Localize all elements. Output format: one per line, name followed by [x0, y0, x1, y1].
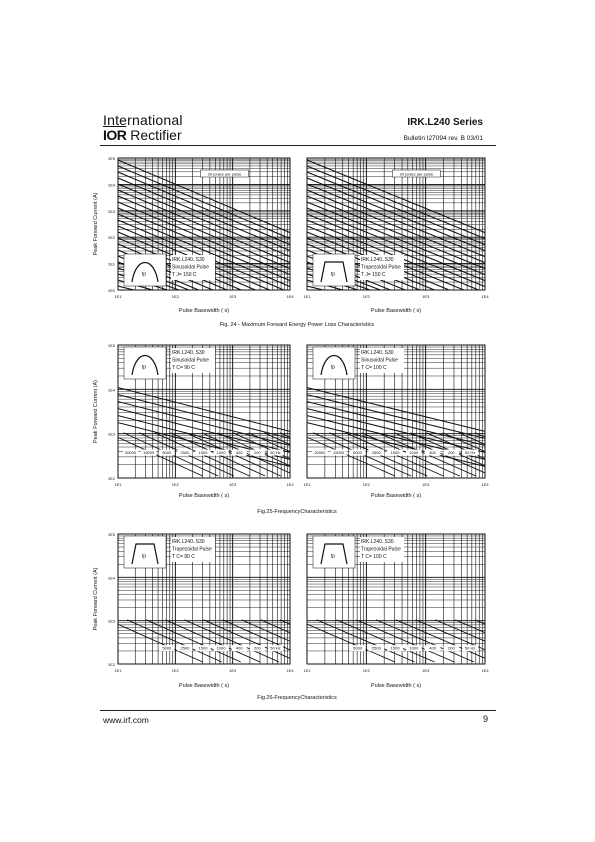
figure-24: [93, 156, 489, 330]
x-tick-label: 1E2: [171, 482, 179, 487]
x-axis-label: Pulse Basewidth ( s): [178, 683, 230, 689]
y-tick-label: 1E0: [107, 288, 115, 293]
tp-label: tp: [141, 553, 147, 560]
x-tick-label: 1E4: [481, 668, 489, 673]
freq-label: 2500: [180, 645, 190, 651]
x-tick-label: 1E1: [303, 482, 311, 487]
figure-caption: Fig.26-FrequencyCharacteristics: [257, 695, 337, 701]
x-tick-label: 1E1: [114, 482, 122, 487]
legend-line: IRK.L240..S30: [361, 539, 394, 545]
freq-label: 2500: [371, 645, 381, 651]
freq-label: 1500: [198, 645, 208, 651]
freq-label: 5000: [162, 450, 172, 456]
x-tick-label: 1E2: [171, 294, 179, 299]
freq-label: 20000: [124, 450, 137, 456]
y-axis-label: Peak Forward Current (A): [93, 192, 99, 256]
tp-label: tp: [330, 364, 336, 371]
freq-label: 1500: [198, 450, 208, 456]
x-axis-label: Pulse Basewidth ( s): [178, 493, 230, 499]
y-tick-label: 1E2: [107, 476, 115, 481]
logo-mark: $\overline{IOR}$: [103, 127, 127, 143]
freq-label: 200: [254, 645, 261, 651]
frequency-curve: [475, 620, 573, 662]
y-tick-label: 1E5: [107, 156, 115, 161]
fig24-panel-2: [303, 158, 489, 330]
x-tick-label: 1E3: [422, 294, 430, 299]
x-tick-label: 1E4: [286, 482, 294, 487]
x-tick-label: 1E3: [229, 668, 237, 673]
y-tick-label: 1E3: [107, 618, 115, 624]
legend-line: T C= 90 C: [172, 365, 195, 371]
freq-label: 200: [448, 645, 455, 651]
freq-label: 1000: [216, 645, 226, 651]
freq-label: 400: [429, 645, 436, 651]
fig25-panel-2: [297, 345, 589, 499]
freq-label: 400: [235, 645, 243, 651]
frequency-curve: [475, 433, 573, 476]
x-tick-label: 1E2: [362, 294, 370, 299]
x-axis-label: Pulse Basewidth ( s): [370, 308, 422, 314]
legend-line: Sinusoidal Pulse: [361, 357, 398, 364]
freq-label: 50 Hz: [464, 450, 476, 456]
x-tick-label: 1E3: [422, 482, 430, 487]
freq-label: 400: [235, 450, 243, 456]
page-number: 9: [483, 714, 489, 724]
y-axis-label: Peak Forward Current (A): [93, 380, 99, 443]
legend-line: IRK.L240..S30: [361, 350, 394, 356]
tp-label: tp: [330, 271, 336, 278]
freq-label: 400: [429, 450, 436, 456]
x-axis-label: Pulse Basewidth ( s): [370, 683, 422, 689]
freq-label: 200: [447, 450, 455, 456]
frequency-curve: [495, 620, 593, 662]
freq-label: 50 Hz: [270, 450, 281, 456]
x-tick-label: 1E1: [303, 668, 311, 673]
x-tick-label: 1E3: [229, 482, 237, 487]
x-tick-label: 1E2: [362, 482, 370, 487]
legend-line: IRK.L240..S30: [172, 539, 205, 545]
tp-label: tp: [141, 271, 147, 278]
x-axis-label: Pulse Basewidth ( s): [178, 308, 230, 314]
legend-line: Trapezoidal Pulse: [172, 546, 212, 553]
legend-line: T C= 100 C: [361, 365, 387, 371]
legend-line: T C= 100 C: [361, 554, 387, 560]
freq-label: 1000: [409, 450, 419, 456]
y-tick-label: 1E4: [107, 575, 115, 581]
x-tick-label: 1E4: [286, 668, 294, 673]
x-axis-label: Pulse Basewidth ( s): [370, 493, 422, 499]
y-tick-label: 1E5: [107, 532, 115, 537]
tp-label: tp: [330, 553, 336, 560]
freq-label: 2500: [180, 450, 190, 456]
x-tick-label: 1E1: [303, 294, 311, 299]
x-tick-label: 1E1: [114, 294, 122, 299]
freq-label: 20000: [314, 450, 326, 456]
x-tick-label: 1E3: [229, 294, 237, 299]
legend-line: Sinusoidal Pulse: [172, 357, 209, 364]
x-tick-label: 1E4: [286, 294, 294, 299]
legend-line: Trapezoidal Pulse: [361, 264, 401, 271]
legend-line: Sinusoidal Pulse: [172, 264, 209, 271]
fig24-panel-1: [108, 156, 294, 330]
figure-caption: Fig. 24 - Maximum Forward Energy Power Loss Characteristics: [219, 322, 375, 328]
freq-label: 50 Hz: [270, 645, 281, 651]
fig26-panel-2: [297, 534, 593, 689]
x-tick-label: 1E3: [422, 668, 430, 673]
x-tick-label: 1E2: [362, 668, 370, 673]
freq-label: 15000: [143, 450, 155, 456]
freq-label: 5000: [162, 645, 172, 651]
freq-label: 5000: [353, 645, 363, 651]
legend-line: T J= 150 C: [172, 272, 197, 278]
frequency-curve: [491, 433, 589, 476]
freq-label: 15000: [333, 450, 345, 456]
freq-label: 1000: [409, 645, 419, 651]
y-axis-label: Peak Forward Current (A): [93, 567, 99, 631]
footer-rule: [100, 710, 496, 711]
x-tick-label: 1E1: [114, 668, 122, 673]
freq-label: 200: [253, 450, 261, 456]
figure-26: [93, 532, 593, 701]
logo-rectifier-text: Rectifier: [130, 127, 182, 143]
legend-line: T C= 90 C: [172, 554, 195, 560]
tp-label: tp: [141, 364, 147, 371]
freq-label: 1500: [390, 450, 400, 456]
figure-caption: Fig.25-FrequencyCharacteristics: [257, 509, 337, 515]
legend-line: IRK.L240..S30: [172, 257, 205, 263]
series-title: IRK.L240 Series: [407, 117, 483, 128]
y-tick-label: 1E1: [107, 261, 115, 267]
y-tick-label: 1E3: [107, 208, 115, 214]
freq-label: 50 Hz: [464, 645, 476, 651]
y-tick-label: 1E4: [107, 182, 115, 188]
x-tick-label: 1E4: [481, 482, 489, 487]
bulletin-info: Bulletin I27094 rev. B 03/01: [403, 135, 483, 142]
y-tick-label: 1E4: [107, 387, 115, 393]
footer-url[interactable]: www.irf.com: [103, 715, 149, 725]
freq-label: 1500: [390, 645, 400, 651]
legend-line: Trapezoidal Pulse: [361, 546, 401, 553]
freq-label: 2500: [371, 450, 381, 456]
legend-line: IRK.L240..S30: [172, 350, 205, 356]
figure-25: [93, 343, 589, 515]
freq-label: 1000: [216, 450, 226, 456]
x-tick-label: 1E4: [481, 294, 489, 299]
y-tick-label: 1E3: [107, 431, 115, 437]
annotation-label: 20 joules per pulse: [399, 171, 434, 177]
legend-line: T J= 150 C: [361, 272, 386, 278]
annotation-label: 20 joules per pulse: [207, 171, 242, 177]
x-tick-label: 1E2: [171, 668, 179, 673]
y-tick-label: 1E2: [107, 662, 115, 667]
legend-line: IRK.L240..S30: [361, 257, 394, 263]
logo-international: International: [103, 112, 183, 128]
freq-label: 5000: [352, 450, 362, 456]
y-tick-label: 1E2: [107, 235, 115, 241]
y-tick-label: 1E5: [107, 343, 115, 348]
